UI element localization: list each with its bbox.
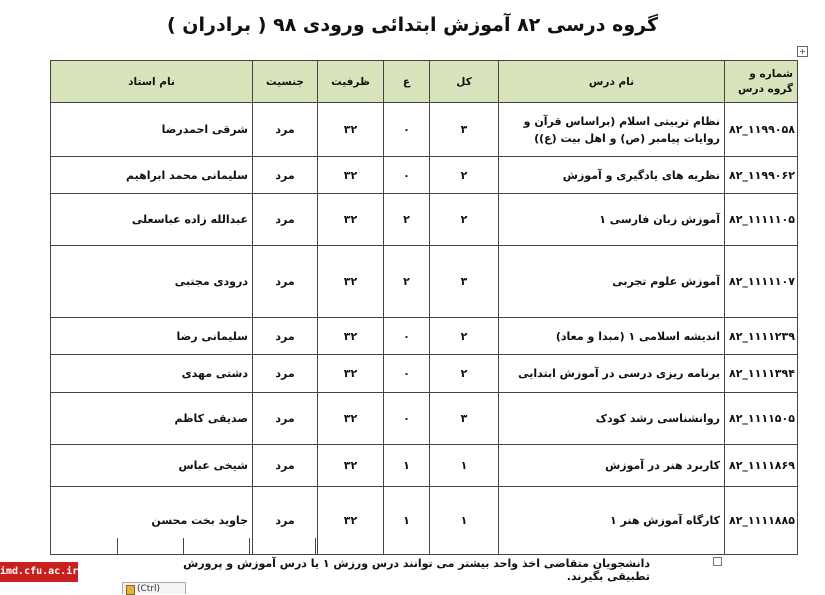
table-row (51, 393, 798, 445)
header-code: شماره و گروه درس (725, 61, 798, 103)
cell-course: آموزش علوم تجربی (499, 246, 725, 318)
table-row (51, 355, 798, 393)
cell-practical: ۱ (384, 487, 430, 555)
cell-course: اندیشه اسلامی ۱ (مبدا و معاد) (499, 318, 725, 355)
header-practical: ع (384, 61, 430, 103)
table-row (51, 194, 798, 246)
cell-practical: ۲ (384, 246, 430, 318)
cell-total: ۲ (430, 355, 499, 393)
paste-options-button[interactable] (122, 582, 186, 594)
table-row (51, 318, 798, 355)
cell-capacity: ۳۲ (318, 393, 384, 445)
cell-course: کاربرد هنر در آموزش (499, 445, 725, 487)
cell-capacity: ۳۲ (318, 194, 384, 246)
cell-code: ۸۲_۱۱۱۱۳۹۴ (725, 355, 798, 393)
course-table (50, 60, 798, 555)
cell-code: ۸۲_۱۱۹۹۰۵۸ (725, 103, 798, 157)
cell-divider (315, 538, 316, 554)
cell-capacity: ۳۲ (318, 487, 384, 555)
cell-total: ۲ (430, 194, 499, 246)
cell-code: ۸۲_۱۱۹۹۰۶۲ (725, 157, 798, 194)
cell-instructor: سلیمانی رضا (51, 318, 253, 355)
cell-capacity: ۳۲ (318, 355, 384, 393)
cell-practical: ۰ (384, 393, 430, 445)
cell-practical: ۲ (384, 194, 430, 246)
cell-instructor: دشتی مهدی (51, 355, 253, 393)
table-row (51, 445, 798, 487)
table-row (51, 103, 798, 157)
partial-row-stubs (50, 538, 350, 554)
clipboard-icon (126, 585, 135, 595)
cell-practical: ۱ (384, 445, 430, 487)
cell-course: آموزش زبان فارسی ۱ (499, 194, 725, 246)
table-resize-handle-icon[interactable] (713, 557, 722, 566)
header-instructor: نام استاد (51, 61, 253, 103)
header-total: کل (430, 61, 499, 103)
cell-divider (249, 538, 250, 554)
page-title: گروه درسی ۸۲ آموزش ابتدائی ورودی ۹۸ ( برادران ) (166, 14, 659, 36)
cell-course: روانشناسی رشد کودک (499, 393, 725, 445)
cell-course: کارگاه آموزش هنر ۱ (499, 487, 725, 555)
cell-code: ۸۲_۱۱۱۱۲۳۹ (725, 318, 798, 355)
cell-instructor: جاوید بخت محسن (51, 487, 253, 555)
cell-code: ۸۲_۱۱۱۱۸۶۹ (725, 445, 798, 487)
cell-course: نظریه های یادگیری و آموزش (499, 157, 725, 194)
cell-gender: مرد (253, 103, 318, 157)
paste-options-label: (Ctrl) (137, 584, 161, 594)
cell-practical: ۰ (384, 355, 430, 393)
header-capacity: ظرفیت (318, 61, 384, 103)
cell-gender: مرد (253, 393, 318, 445)
header-gender: جنسیت (253, 61, 318, 103)
cell-practical: ۰ (384, 318, 430, 355)
header-course: نام درس (499, 61, 725, 103)
table-row (51, 157, 798, 194)
cell-capacity: ۳۲ (318, 445, 384, 487)
table-header-row (51, 61, 798, 103)
cell-divider (117, 538, 118, 554)
cell-capacity: ۳۲ (318, 103, 384, 157)
cell-total: ۲ (430, 157, 499, 194)
cell-gender: مرد (253, 246, 318, 318)
cell-code: ۸۲_۱۱۱۱۸۸۵ (725, 487, 798, 555)
cell-instructor: صدیقی کاظم (51, 393, 253, 445)
cell-course: برنامه ریزی درسی در آموزش ابتدایی (499, 355, 725, 393)
cell-total: ۳ (430, 246, 499, 318)
cell-practical: ۰ (384, 157, 430, 194)
cell-gender: مرد (253, 194, 318, 246)
cell-practical: ۰ (384, 103, 430, 157)
cell-instructor: شرقی احمدرضا (51, 103, 253, 157)
cell-total: ۱ (430, 445, 499, 487)
cell-instructor: عبدالله زاده عباسعلی (51, 194, 253, 246)
cell-capacity: ۳۲ (318, 318, 384, 355)
cell-code: ۸۲_۱۱۱۱۱۰۷ (725, 246, 798, 318)
cell-code: ۸۲_۱۱۱۱۱۰۵ (725, 194, 798, 246)
table-row (51, 246, 798, 318)
cell-instructor: سلیمانی محمد ابراهیم (51, 157, 253, 194)
cell-gender: مرد (253, 487, 318, 555)
footnote: دانشجویان متقاضی اخذ واحد بیشتر می توانند درس ورزش ۱ یا درس آموزش و پرورش تطبیقی بگیرند. (183, 557, 650, 583)
cell-gender: مرد (253, 355, 318, 393)
cell-gender: مرد (253, 157, 318, 194)
cell-instructor: شیخی عباس (51, 445, 253, 487)
cell-total: ۳ (430, 103, 499, 157)
cell-total: ۲ (430, 318, 499, 355)
table-move-handle-icon[interactable]: + (797, 46, 808, 57)
cell-capacity: ۳۲ (318, 157, 384, 194)
cell-code: ۸۲_۱۱۱۱۵۰۵ (725, 393, 798, 445)
cell-course: نظام تربیتی اسلام (براساس قرآن و روایات پیامبر (ص) و اهل بیت (ع)) (499, 103, 725, 157)
cell-total: ۱ (430, 487, 499, 555)
cell-gender: مرد (253, 318, 318, 355)
cell-gender: مرد (253, 445, 318, 487)
site-watermark-badge: imd.cfu.ac.ir (0, 562, 78, 582)
cell-total: ۳ (430, 393, 499, 445)
cell-divider (183, 538, 184, 554)
cell-capacity: ۳۲ (318, 246, 384, 318)
cell-instructor: درودی مجتبی (51, 246, 253, 318)
